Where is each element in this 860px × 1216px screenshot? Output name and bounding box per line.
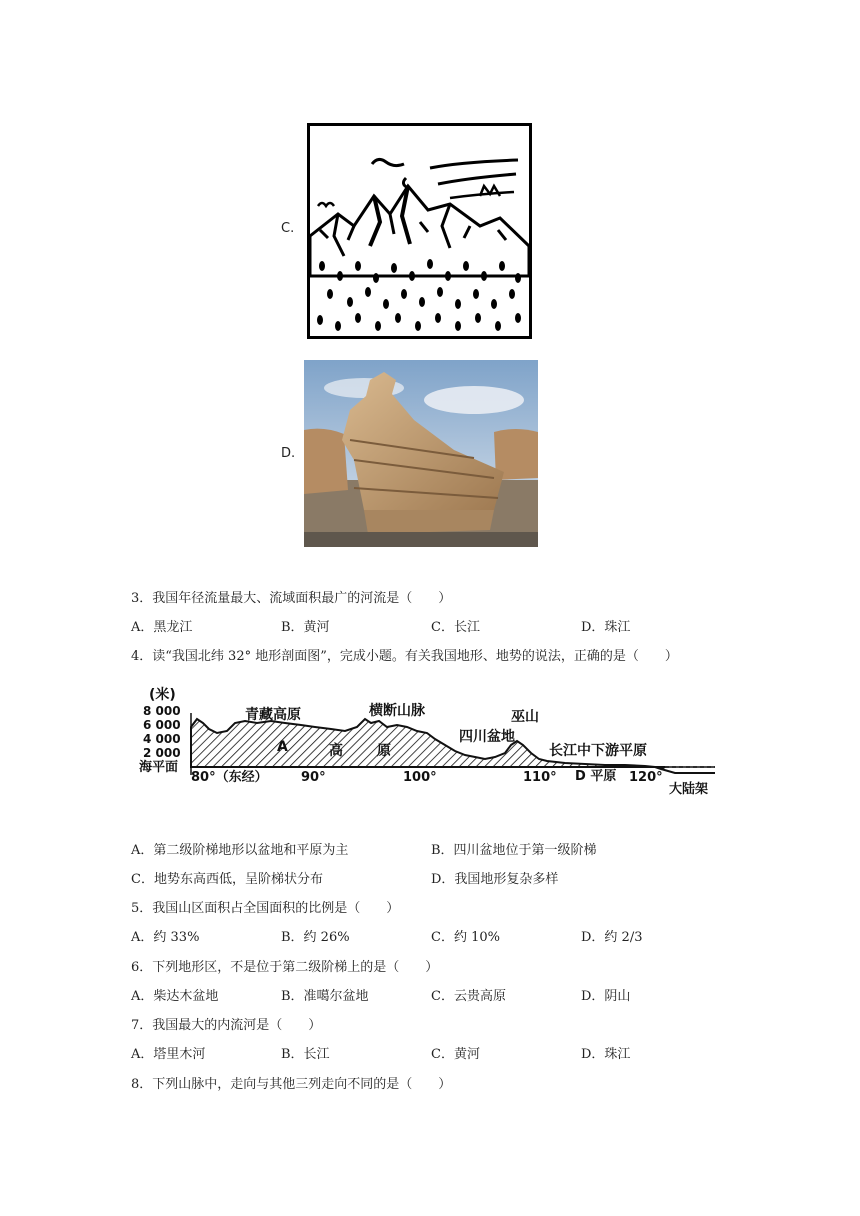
label-hengduan-mountains: 横断山脉: [369, 703, 425, 719]
question-3-option-a: A．黑龙江: [131, 620, 193, 635]
y-tick-8000: 8 000: [143, 704, 181, 718]
label-changjiang-plain: 长江中下游平原: [549, 743, 647, 759]
question-7-option-a: A．塔里木河: [131, 1047, 206, 1062]
question-4-option-b: B．四川盆地位于第一级阶梯: [431, 843, 597, 858]
label-sichuan-basin: 四川盆地: [459, 729, 515, 745]
x-tick-80: 80°（东经）: [191, 770, 268, 785]
mountain-sketch-image: [307, 123, 532, 339]
terrain-profile-svg: [135, 683, 725, 805]
question-7-stem: 7．我国最大的内流河是（ ）: [131, 1018, 322, 1033]
label-yuan: 原: [377, 743, 391, 759]
question-6-option-b: B．准噶尔盆地: [281, 989, 369, 1004]
question-5-option-c: C．约 10%: [431, 930, 500, 945]
question-6-stem: 6．下列地形区，不是位于第二级阶梯上的是（ ）: [131, 960, 439, 975]
label-wushan: 巫山: [511, 709, 539, 725]
label-A: A: [277, 739, 288, 755]
question-7-option-c: C．黄河: [431, 1047, 480, 1062]
y-tick-6000: 6 000: [143, 718, 181, 732]
question-5-option-d: D．约 2/3: [581, 930, 643, 945]
x-tick-100: 100°: [403, 770, 437, 785]
question-6-option-d: D．阴山: [581, 989, 631, 1004]
terrain-profile-chart: [135, 683, 725, 805]
question-4-option-a: A．第二级阶梯地形以盆地和平原为主: [131, 843, 349, 858]
question-6-option-a: A．柴达木盆地: [131, 989, 219, 1004]
y-tick-sea-level: 海平面: [139, 760, 179, 775]
x-tick-120: 120°: [629, 770, 663, 785]
y-tick-2000: 2 000: [143, 746, 181, 760]
y-unit-label: (米): [149, 687, 176, 703]
question-7-option-d: D．珠江: [581, 1047, 631, 1062]
x-tick-110: 110°: [523, 770, 557, 785]
rock-formation-drawing: [304, 360, 538, 547]
label-continental-shelf: 大陆架: [669, 782, 709, 797]
option-d-label: D.: [281, 446, 296, 461]
question-4-stem: 4．读“我国北纬 32° 地形剖面图”，完成小题。有关我国地形、地势的说法，正确的是（ ）: [131, 649, 678, 664]
question-3-stem: 3．我国年径流量最大、流域面积最广的河流是（ ）: [131, 591, 452, 606]
question-3-option-c: C．长江: [431, 620, 480, 635]
label-D-plain: D 平原: [575, 769, 617, 784]
question-5-option-a: A．约 33%: [131, 930, 200, 945]
label-gao: 高: [329, 743, 343, 759]
mountain-sketch-drawing: [310, 126, 529, 336]
rock-formation-photo: [304, 360, 538, 547]
question-7-option-b: B．长江: [281, 1047, 330, 1062]
question-6-option-c: C．云贵高原: [431, 989, 506, 1004]
question-8-stem: 8．下列山脉中，走向与其他三列走向不同的是（ ）: [131, 1077, 452, 1092]
y-tick-4000: 4 000: [143, 732, 181, 746]
question-4-option-c: C．地势东高西低，呈阶梯状分布: [131, 872, 323, 887]
question-3-option-b: B．黄河: [281, 620, 330, 635]
option-c-label: C.: [281, 221, 295, 236]
label-qingzang-plateau: 青藏高原: [245, 707, 301, 723]
question-4-option-d: D．我国地形复杂多样: [431, 872, 559, 887]
question-5-stem: 5．我国山区面积占全国面积的比例是（ ）: [131, 901, 400, 916]
question-3-option-d: D．珠江: [581, 620, 631, 635]
question-5-option-b: B．约 26%: [281, 930, 350, 945]
x-tick-90: 90°: [301, 770, 326, 785]
